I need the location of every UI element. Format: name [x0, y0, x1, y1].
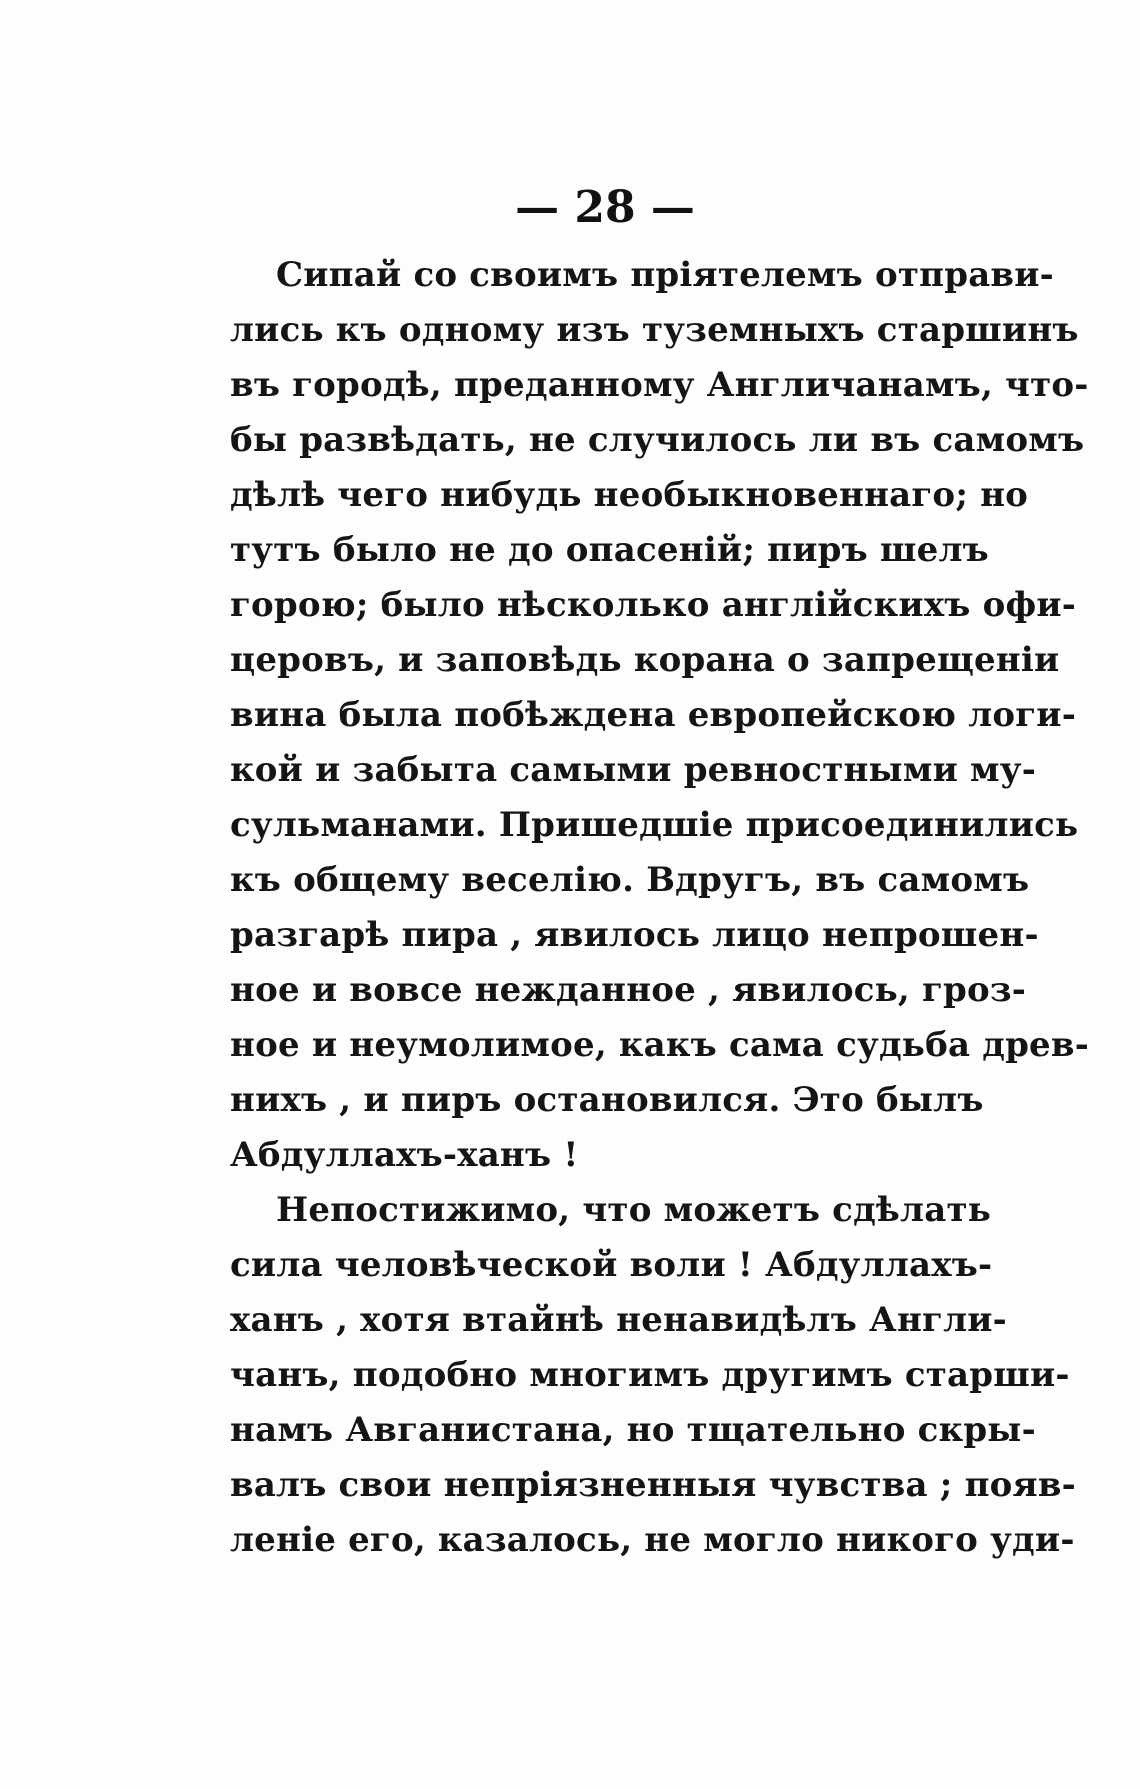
text-line: къ общему веселію. Вдругъ, въ самомъ: [230, 860, 1030, 900]
page-number: — 28 —: [515, 182, 695, 233]
paragraph-1: [230, 248, 1090, 1183]
text-line: намъ Авганистана, но тщательно скры-: [230, 1410, 1036, 1450]
text-line: кой и забыта самыми ревностными му-: [230, 750, 1037, 790]
text-line: ное и вовсе нежданное , явилось, гроз-: [230, 970, 1027, 1010]
paragraph-2: [230, 1183, 1076, 1568]
text-line: въ городѣ, преданному Англичанамъ, что-: [230, 365, 1089, 405]
text-line: тутъ было не до опасеній; пиръ шелъ: [230, 530, 989, 570]
text-line: лись къ одному изъ туземныхъ старшинъ: [230, 310, 1079, 350]
text-line: разгарѣ пира , явилось лицо непрошен-: [230, 915, 1039, 955]
text-line: ное и неумолимое, какъ сама судьба древ-: [230, 1025, 1090, 1065]
text-line: нихъ , и пиръ остановился. Это былъ: [230, 1080, 984, 1120]
text-line: Непостижимо, что можетъ сдѣлать: [276, 1190, 991, 1230]
text-line: леніе его, казалось, не могло никого уди-: [230, 1520, 1075, 1560]
body-text: [230, 248, 1090, 1568]
text-line: чанъ, подобно многимъ другимъ старши-: [230, 1355, 1070, 1395]
text-line: горою; было нѣсколько англійскихъ офи-: [230, 585, 1077, 625]
text-line: сила человѣческой воли ! Абдуллахъ-: [230, 1245, 993, 1285]
text-line: церовъ, и заповѣдь корана о запрещеніи: [230, 640, 1060, 680]
text-line: Абдуллахъ-ханъ !: [230, 1135, 579, 1175]
text-line: дѣлѣ чего нибудь необыкновеннаго; но: [230, 475, 1029, 515]
text-line: валъ свои непріязненныя чувства ; появ-: [230, 1465, 1076, 1505]
text-line: вина была побѣждена европейскою логи-: [230, 695, 1077, 735]
text-line: ханъ , хотя втайнѣ ненавидѣлъ Англи-: [230, 1300, 1007, 1340]
text-line: бы развѣдать, не случилось ли въ самомъ: [230, 420, 1085, 460]
text-line: Сипай со своимъ пріятелемъ отправи-: [276, 255, 1054, 295]
text-line: сульманами. Пришедшіе присоединились: [230, 805, 1079, 845]
